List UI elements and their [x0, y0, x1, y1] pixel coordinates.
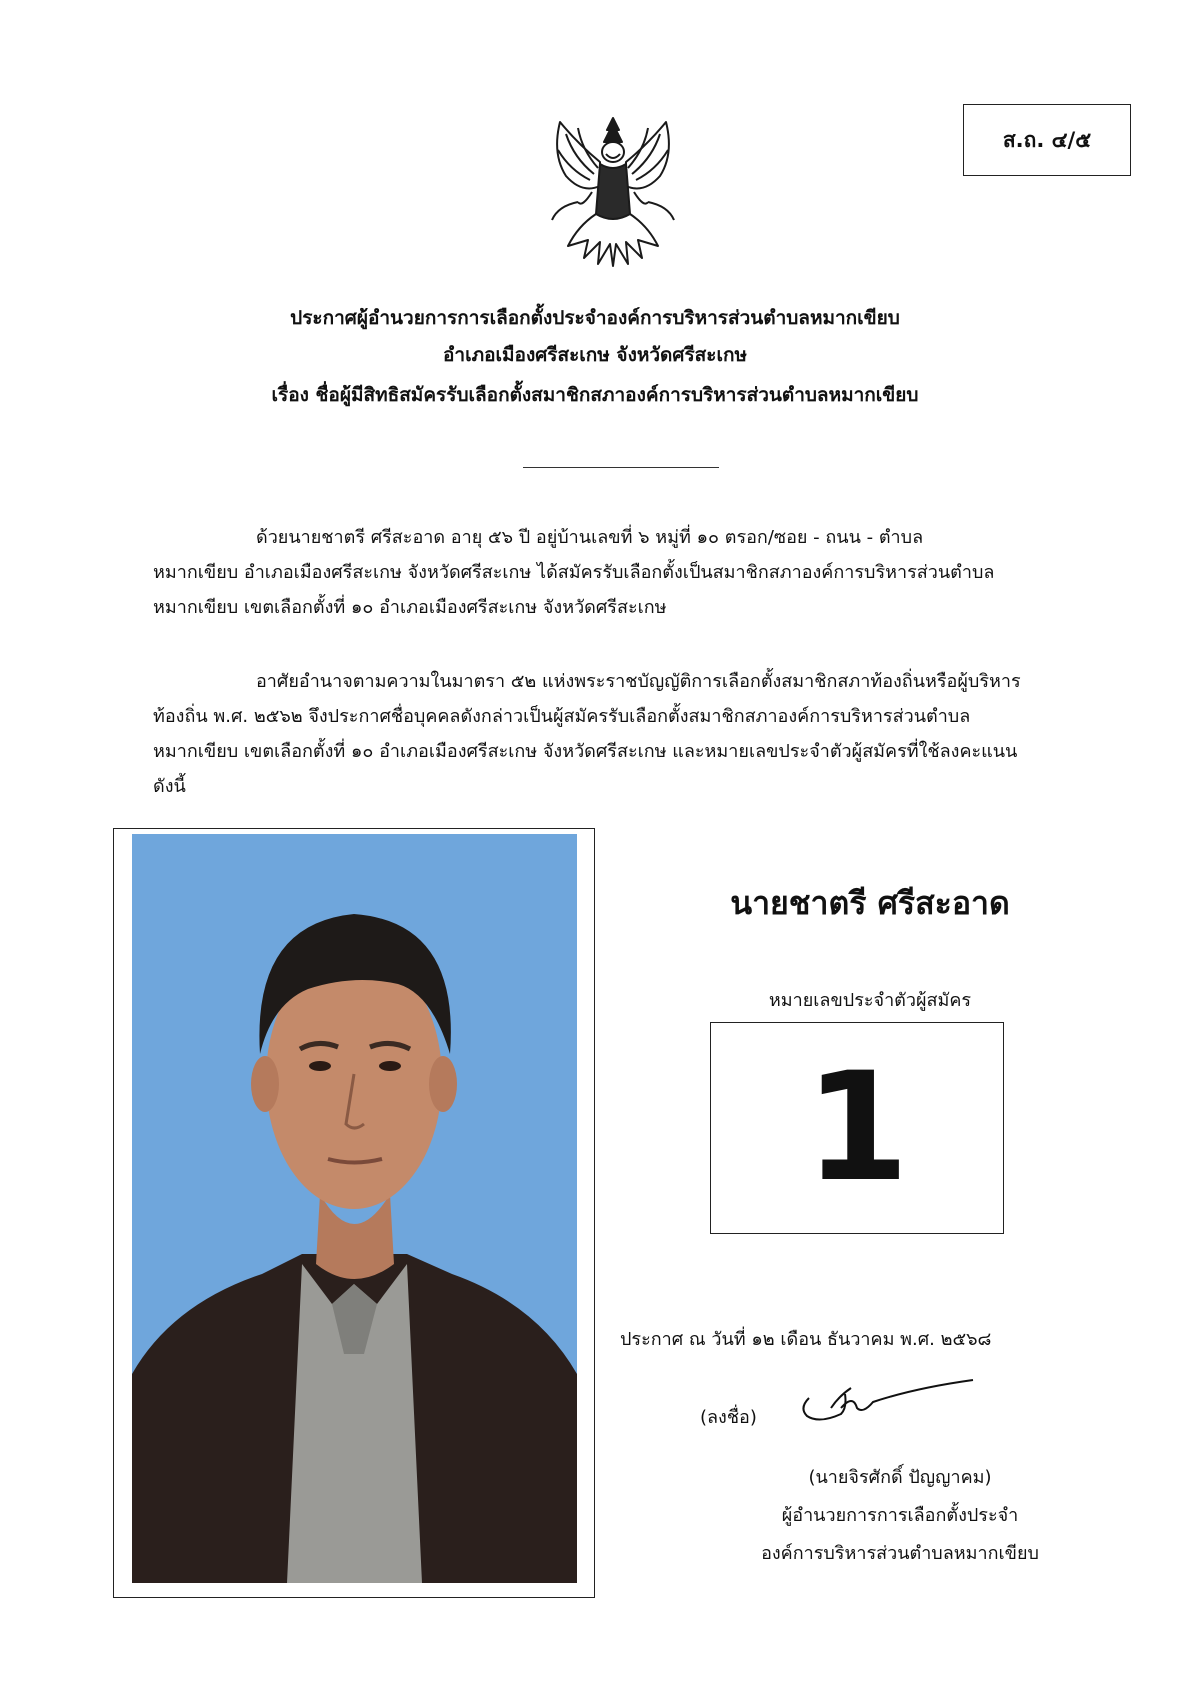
- form-code: ส.ถ. ๔/๕: [1002, 127, 1092, 152]
- header-line-1: ประกาศผู้อำนวยการการเลือกตั้งประจำองค์การบริหารส่วนตำบลหมากเขียบ: [290, 307, 900, 329]
- paragraph-2-line: ดังนี้: [153, 776, 186, 797]
- paragraph-1-line: หมากเขียบ เขตเลือกตั้งที่ ๑๐ อำเภอเมืองศรีสะเกษ จังหวัดศรีสะเกษ: [153, 597, 667, 618]
- header-subject: เรื่อง ชื่อผู้มีสิทธิสมัครรับเลือกตั้งสมาชิกสภาองค์การบริหารส่วนตำบลหมากเขียบ: [271, 384, 919, 406]
- form-code-box: [963, 104, 1131, 176]
- paragraph-2: [153, 664, 1087, 804]
- candidate-number: 1: [804, 1041, 910, 1215]
- garuda-emblem-icon: [538, 114, 688, 274]
- paragraph-2-line: ท้องถิ่น พ.ศ. ๒๕๖๒ จึงประกาศชื่อบุคคลดังกล่าวเป็นผู้สมัครรับเลือกตั้งสมาชิกสภาองค์การบริหารส่วนตำบล: [153, 706, 971, 727]
- paragraph-2-line: หมากเขียบ เขตเลือกตั้งที่ ๑๐ อำเภอเมืองศรีสะเกษ จังหวัดศรีสะเกษ และหมายเลขประจำตัวผู้สมัครที่ใช้ลงคะแนน: [153, 741, 1018, 762]
- signer-name: (นายจิรศักดิ์ ปัญญาคม): [808, 1467, 992, 1488]
- paragraph-1: [153, 520, 1087, 625]
- candidate-number-label: หมายเลขประจำตัวผู้สมัคร: [768, 990, 972, 1011]
- paragraph-1-line: ด้วยนายชาตรี ศรีสะอาด อายุ ๕๖ ปี อยู่บ้านเลขที่ ๖ หมู่ที่ ๑๐ ตรอก/ซอย - ถนน - ตำบล: [256, 527, 924, 548]
- signature-label: (ลงชื่อ): [700, 1407, 757, 1428]
- announcement-date: ประกาศ ณ วันที่ ๑๒ เดือน ธันวาคม พ.ศ. ๒๕๖๘: [620, 1329, 992, 1350]
- signer-title-1: ผู้อำนวยการการเลือกตั้งประจำ: [781, 1505, 1019, 1526]
- header-divider: [523, 467, 719, 468]
- candidate-name: นายชาตรี ศรีสะอาด: [730, 884, 1010, 922]
- candidate-number-box: [710, 1022, 1004, 1234]
- header-line-2: อำเภอเมืองศรีสะเกษ จังหวัดศรีสะเกษ: [443, 344, 747, 366]
- paragraph-1-line: หมากเขียบ อำเภอเมืองศรีสะเกษ จังหวัดศรีสะเกษ ได้สมัครรับเลือกตั้งเป็นสมาชิกสภาองค์การบริหารส่วนตำบล: [153, 562, 995, 583]
- signer-title-2: องค์การบริหารส่วนตำบลหมากเขียบ: [761, 1543, 1039, 1564]
- candidate-photo: [132, 834, 577, 1583]
- signature-image: [795, 1374, 980, 1426]
- paragraph-2-line: อาศัยอำนาจตามความในมาตรา ๕๒ แห่งพระราชบัญญัติการเลือกตั้งสมาชิกสภาท้องถิ่นหรือผู้บริหาร: [256, 671, 1021, 692]
